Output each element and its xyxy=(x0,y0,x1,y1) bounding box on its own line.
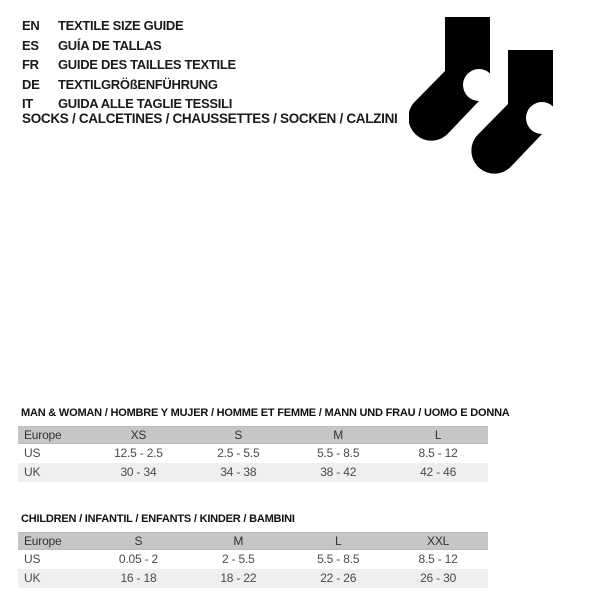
language-row-fr xyxy=(22,55,236,75)
language-row-es xyxy=(22,36,236,56)
column-header-s: S xyxy=(89,533,189,550)
row-label: US xyxy=(18,444,89,463)
language-row-en xyxy=(22,16,236,36)
children-table-title: CHILDREN / INFANTIL / ENFANTS / KINDER / BAMBINI xyxy=(21,513,295,525)
language-list xyxy=(22,16,236,114)
man-woman-section xyxy=(18,407,510,482)
size-cell: 30 - 34 xyxy=(89,463,189,482)
size-cell: 5.5 - 8.5 xyxy=(288,550,388,569)
language-label: GUIDA ALLE TAGLIE TESSILI xyxy=(58,96,233,111)
size-cell: 34 - 38 xyxy=(188,463,288,482)
row-label: US xyxy=(18,550,89,569)
column-header-europe: Europe xyxy=(18,533,89,550)
man-woman-table-title: MAN & WOMAN / HOMBRE Y MUJER / HOMME ET FEMME / MANN UND FRAU / UOMO E DONNA xyxy=(21,407,510,419)
size-cell: 8.5 - 12 xyxy=(388,550,488,569)
column-header-l: L xyxy=(288,533,388,550)
column-header-europe: Europe xyxy=(18,427,89,444)
table-row-us xyxy=(18,444,488,463)
size-cell: 2 - 5.5 xyxy=(188,550,288,569)
size-cell: 0.05 - 2 xyxy=(89,550,189,569)
table-header-row xyxy=(18,533,488,550)
table-row-us xyxy=(18,550,488,569)
size-cell: 5.5 - 8.5 xyxy=(288,444,388,463)
size-cell: 8.5 - 12 xyxy=(388,444,488,463)
size-cell: 16 - 18 xyxy=(89,569,189,588)
language-code: DE xyxy=(22,76,40,92)
language-label: GUIDE DES TAILLES TEXTILE xyxy=(58,57,236,72)
children-section xyxy=(18,513,488,588)
language-label: TEXTILGRÖßENFÜHRUNG xyxy=(58,76,218,92)
language-row-de xyxy=(22,75,236,95)
column-header-l: L xyxy=(388,427,488,444)
column-header-xxl: XXL xyxy=(388,533,488,550)
size-cell: 2.5 - 5.5 xyxy=(188,444,288,463)
column-header-m: M xyxy=(288,427,388,444)
size-cell: 18 - 22 xyxy=(188,569,288,588)
column-header-m: M xyxy=(188,533,288,550)
language-code: ES xyxy=(22,37,39,53)
size-cell: 38 - 42 xyxy=(288,463,388,482)
language-code: FR xyxy=(22,57,39,72)
category-title: SOCKS / CALCETINES / CHAUSSETTES / SOCKEN / CALZINI xyxy=(22,111,398,126)
children-size-table xyxy=(18,532,488,588)
row-label: UK xyxy=(18,463,89,482)
size-cell: 22 - 26 xyxy=(288,569,388,588)
man-woman-size-table xyxy=(18,426,488,482)
column-header-xs: XS xyxy=(89,427,189,444)
sock-back xyxy=(409,17,495,141)
socks-icon xyxy=(409,17,559,175)
table-row-uk xyxy=(18,569,488,588)
size-cell: 12.5 - 2.5 xyxy=(89,444,189,463)
language-label: GUÍA DE TALLAS xyxy=(58,37,162,53)
language-code: EN xyxy=(22,18,40,33)
table-header-row xyxy=(18,427,488,444)
language-label: TEXTILE SIZE GUIDE xyxy=(58,18,184,33)
language-code: IT xyxy=(22,96,33,111)
row-label: UK xyxy=(18,569,89,588)
column-header-s: S xyxy=(188,427,288,444)
size-cell: 26 - 30 xyxy=(388,569,488,588)
table-row-uk xyxy=(18,463,488,482)
size-cell: 42 - 46 xyxy=(388,463,488,482)
